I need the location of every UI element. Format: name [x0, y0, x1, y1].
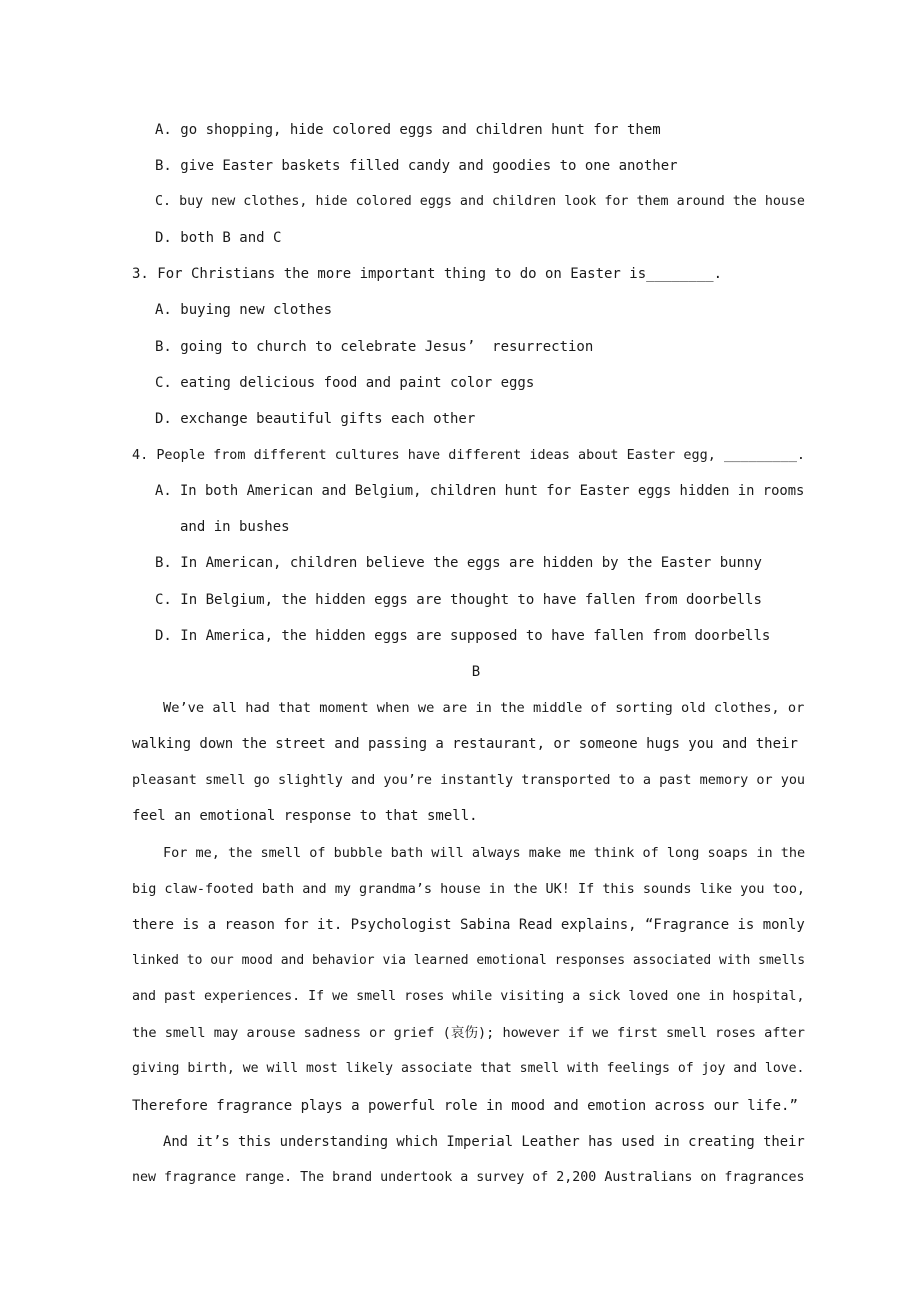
paragraph-2-line: Therefore fragrance plays a powerful role in mood and emotion across our life.” — [132, 1098, 798, 1114]
paragraph-1-line: walking down the street and passing a restaurant, or someone hugs you and their — [132, 736, 798, 752]
paragraph-2-line: giving birth, we will most likely associate that smell with feelings of joy and love. — [132, 1061, 805, 1076]
q4-option-c: C. In Belgium, the hidden eggs are thought to have fallen from doorbells — [155, 592, 762, 608]
paragraph-1-line: feel an emotional response to that smell. — [132, 808, 478, 824]
paragraph-3-line: new fragrance range. The brand undertook a survey of 2,200 Australians on fragrances — [132, 1170, 805, 1185]
q2-option-d: D. both B and C — [155, 230, 282, 246]
q2-option-c: C. buy new clothes, hide colored eggs and children look for them around the house — [155, 194, 805, 209]
section-heading: B — [471, 664, 481, 680]
q2-option-b: B. give Easter baskets filled candy and goodies to one another — [155, 158, 678, 174]
paragraph-1-line: pleasant smell go slightly and you’re instantly transported to a past memory or you — [132, 772, 806, 788]
q4-option-a-continued: and in bushes — [180, 519, 290, 535]
q2-option-a: A. go shopping, hide colored eggs and children hunt for them — [155, 122, 661, 138]
paragraph-2-line: big claw-footed bath and my grandma’s house in the UK! If this sounds like you too, — [132, 881, 806, 897]
q3-option-d: D. exchange beautiful gifts each other — [155, 411, 476, 427]
q3-stem: 3. For Christians the more important thing to do on Easter is________. — [132, 266, 723, 282]
paragraph-2-line: there is a reason for it. Psychologist Sabina Read explains, “Fragrance is monly — [132, 917, 805, 933]
q4-stem: 4. People from different cultures have different ideas about Easter egg, _________. — [132, 447, 806, 463]
paragraph-2-line: For me, the smell of bubble bath will always make me think of long soaps in the — [163, 845, 806, 861]
q4-option-a: A. In both American and Belgium, children hunt for Easter eggs hidden in rooms — [155, 483, 805, 499]
paragraph-2-line: linked to our mood and behavior via learned emotional responses associated with smells — [132, 953, 806, 968]
paragraph-1-line: We’ve all had that moment when we are in the middle of sorting old clothes, or — [163, 700, 805, 716]
q4-option-d: D. In America, the hidden eggs are supposed to have fallen from doorbells — [155, 628, 771, 644]
q4-option-b: B. In American, children believe the eggs are hidden by the Easter bunny — [155, 555, 762, 571]
q3-option-c: C. eating delicious food and paint color eggs — [155, 375, 535, 391]
paragraph-2-line: the smell may arouse sadness or grief (哀伤); however if we first smell roses after — [132, 1025, 805, 1041]
q3-option-a: A. buying new clothes — [155, 302, 333, 318]
q3-option-b: B. going to church to celebrate Jesus’ resurrection — [155, 339, 594, 355]
paragraph-3-line: And it’s this understanding which Imperial Leather has used in creating their — [163, 1134, 805, 1150]
paragraph-2-line: and past experiences. If we smell roses while visiting a sick loved one in hospital, — [132, 989, 805, 1004]
